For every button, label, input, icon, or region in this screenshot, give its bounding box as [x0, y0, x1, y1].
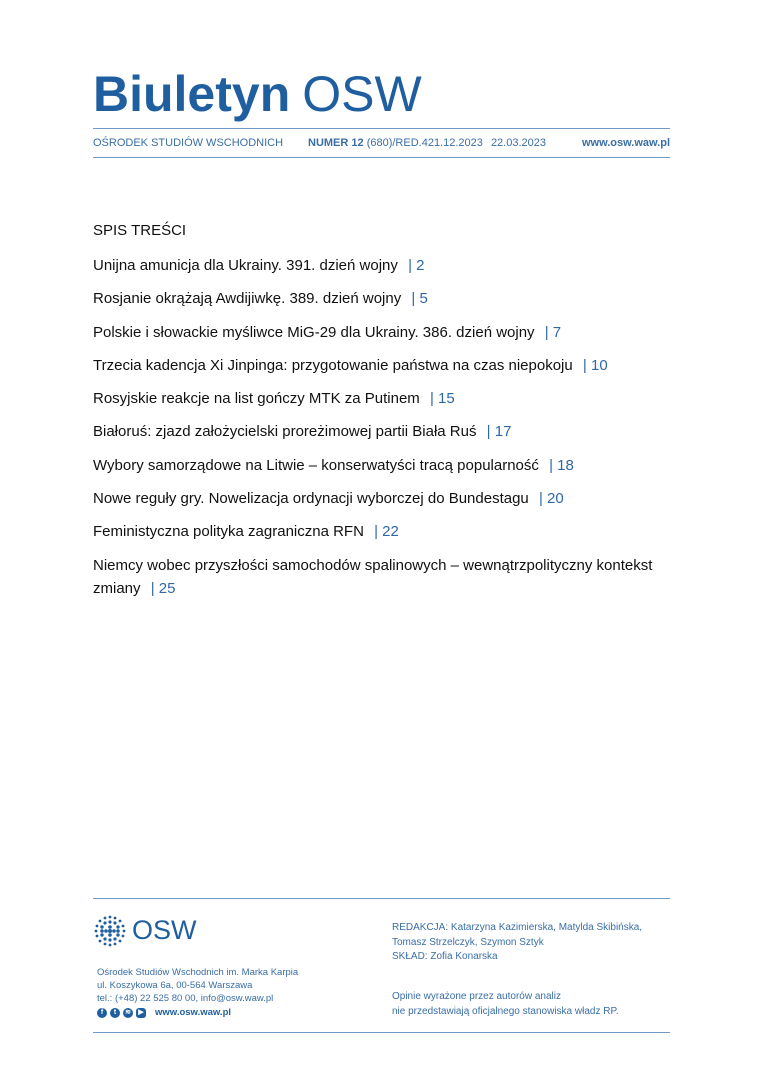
toc-item-title[interactable]: Wybory samorządowe na Litwie – konserwatyści tracą popularność: [93, 456, 539, 474]
toc-item-page[interactable]: | 2: [408, 257, 425, 274]
table-of-contents: [93, 254, 653, 610]
header-website-link[interactable]: [582, 137, 670, 149]
header-website[interactable]: www.osw.waw.pl: [581, 137, 670, 149]
toc-item-page[interactable]: | 18: [549, 456, 574, 474]
toc-item[interactable]: [93, 287, 653, 310]
footer-address: [97, 966, 298, 1019]
toc-item[interactable]: [93, 520, 653, 543]
toc-item[interactable]: [93, 354, 653, 377]
disclaimer-line: Opinie wyrażone przez autorów analiz: [392, 991, 561, 1002]
address-line: ul. Koszykowa 6a, 00-564 Warszawa: [97, 980, 253, 991]
toc-item-page[interactable]: | 15: [429, 390, 455, 408]
issue-number: [308, 137, 546, 149]
toc-item-title[interactable]: Rosyjskie reakcje na list gończy MTK za Putinem: [93, 390, 420, 408]
toc-item-title[interactable]: Niemcy wobec przyszłości samochodów spalinowych – wewnątrzpolityczny kontekst zmiany: [93, 556, 653, 597]
toc-item-page[interactable]: | 22: [374, 523, 399, 541]
footer-top-rule: [93, 898, 670, 899]
toc-item[interactable]: [93, 420, 653, 443]
osw-logo-icon: [93, 914, 127, 948]
toc-item-page[interactable]: | 17: [486, 423, 512, 441]
twitter-icon[interactable]: t: [110, 1008, 120, 1018]
osw-logo-text: OSW: [132, 915, 197, 945]
toc-item-page[interactable]: | 7: [544, 323, 562, 341]
editorial-credits: [392, 921, 642, 965]
disclaimer-line: nie przedstawiają oficjalnego stanowiska władz RP.: [392, 1005, 619, 1017]
toc-item[interactable]: [93, 554, 653, 600]
spotify-icon[interactable]: ≋: [123, 1008, 133, 1018]
toc-item-page[interactable]: | 10: [582, 356, 608, 374]
social-links: [97, 1006, 298, 1019]
credits-line: REDAKCJA: Katarzyna Kazimierska, Matylda Skibińska,: [392, 922, 643, 933]
credits-line: Tomasz Strzelczyk, Szymon Sztyk: [392, 936, 544, 948]
toc-item[interactable]: [93, 321, 653, 344]
toc-item-title[interactable]: Unijna amunicja dla Ukrainy. 391. dzień wojny: [93, 257, 398, 274]
toc-item-title[interactable]: Polskie i słowackie myśliwce MiG-29 dla Ukrainy. 386. dzień wojny: [93, 323, 535, 341]
header-top-rule: [93, 128, 670, 129]
disclaimer: [392, 990, 619, 1019]
issue-number-label: NUMER 12: [308, 137, 364, 149]
toc-item-title[interactable]: Feministyczna polityka zagraniczna RFN: [93, 523, 364, 541]
toc-item[interactable]: [93, 454, 653, 477]
facebook-icon[interactable]: f: [97, 1008, 107, 1018]
toc-item[interactable]: [93, 254, 653, 277]
toc-item[interactable]: [93, 487, 653, 510]
issue-date: 22.03.2023: [490, 137, 546, 149]
org-name: OŚRODEK STUDIÓW WSCHODNICH: [93, 137, 284, 149]
youtube-icon[interactable]: ▶: [136, 1008, 146, 1018]
bulletin-title: [93, 66, 422, 122]
address-line: tel.: (+48) 22 525 80 00, info@osw.waw.pl: [97, 993, 274, 1004]
footer-website[interactable]: www.osw.waw.pl: [155, 1007, 232, 1018]
toc-heading: SPIS TREŚCI: [93, 222, 187, 239]
toc-item-title[interactable]: Trzecia kadencja Xi Jinpinga: przygotowanie państwa na czas niepokoju: [93, 356, 573, 374]
header-bottom-rule: [93, 157, 670, 158]
toc-item-title[interactable]: Rosjanie okrążają Awdijiwkę. 389. dzień wojny: [93, 290, 402, 308]
credits-line: SKŁAD: Zofia Konarska: [392, 951, 498, 962]
toc-item-page[interactable]: | 25: [150, 579, 176, 597]
issue-number-rest: (680)/RED.421.12.2023: [366, 137, 483, 149]
footer-bottom-rule: [93, 1032, 670, 1033]
title-bold: Biuletyn: [93, 66, 291, 122]
toc-item[interactable]: [93, 387, 653, 410]
toc-item-title[interactable]: Białoruś: zjazd założycielski proreżimowej partii Biała Ruś: [93, 423, 477, 441]
toc-item-page[interactable]: | 20: [538, 490, 564, 508]
address-line: Ośrodek Studiów Wschodnich im. Marka Karpia: [97, 967, 299, 978]
toc-item-title[interactable]: Nowe reguły gry. Nowelizacja ordynacji wyborczej do Bundestagu: [93, 490, 529, 508]
toc-item-page[interactable]: | 5: [411, 290, 428, 308]
title-light: OSW: [302, 66, 422, 122]
